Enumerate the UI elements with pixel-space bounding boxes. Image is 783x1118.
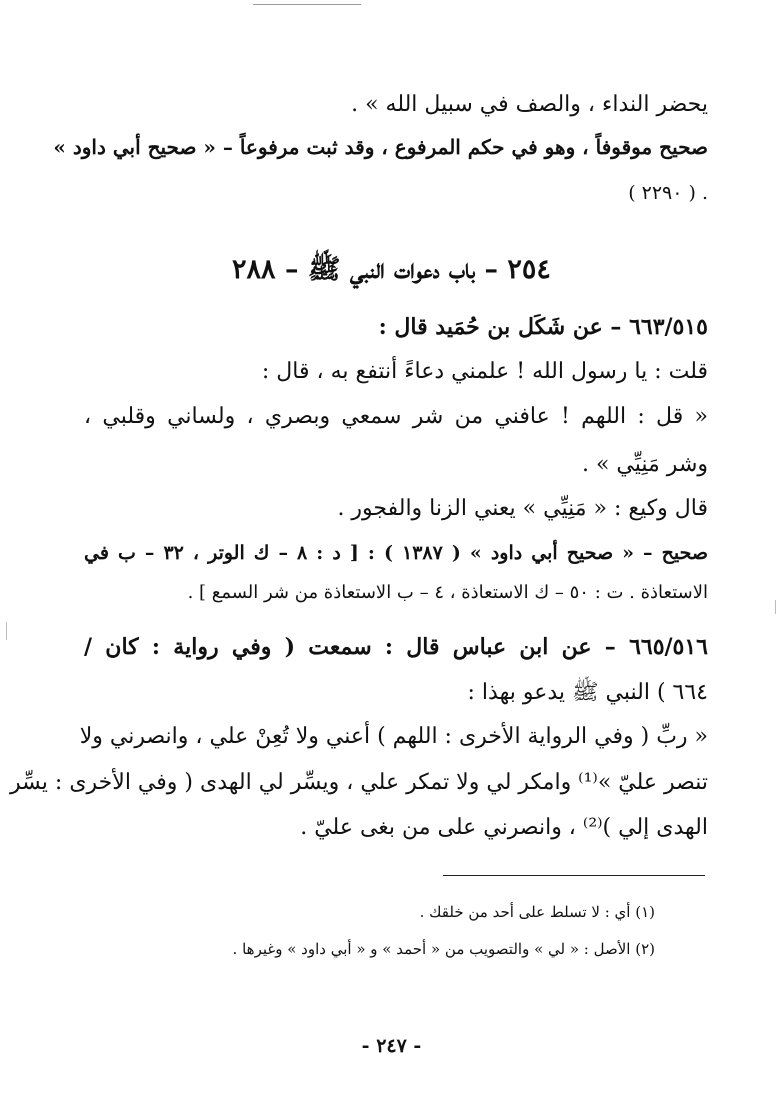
hadith-515-grading: صحيح – « صحيح أبي داود » ( ١٣٨٧ ) : [ د : ٨ – ك الوتر ، ٣٢ – ب في xyxy=(84,542,708,564)
footnote-separator xyxy=(443,875,705,876)
scan-line-top xyxy=(253,4,361,5)
footnote-1: (١) أي : لا تسلط على أحد من خلقك . xyxy=(419,903,655,921)
footnote-2: (٢) الأصل : « لي » والتصويب من « أحمد » و « أبي داود » وغيرها . xyxy=(232,940,655,958)
hadith-515-header: ٦٦٣/٥١٥ – عن شَكَل بن حُمَيد قال : xyxy=(378,314,708,340)
hadith-516-line-3: « ربِّ ( وفي الرواية الأخرى : اللهم ) أعني ولا تُعِنْ علي ، وانصرني ولا xyxy=(79,724,708,749)
hadith-515-line-3: « قل : اللهم ! عافني من شر سمعي وبصري ، ولساني وقلبي ، xyxy=(84,404,708,429)
hadith-515-line-5: قال وكيع : « مَنِيِّي » يعني الزنا والفجور . xyxy=(337,496,708,521)
grading-ref-line: . ( ٢٢٩٠ ) xyxy=(628,182,708,204)
section-heading: ٢٥٤ – باب دعوات النبي ﷺ – ٢٨٨ xyxy=(232,254,551,285)
hadith-515-line-2: قلت : يا رسول الله ! علمني دعاءً أنتفع به ، قال : xyxy=(261,359,708,384)
text-line-1: يحضر النداء ، والصف في سبيل الله » . xyxy=(351,92,708,117)
grading-line: صحيح موقوفاً ، وهو في حكم المرفوع ، وقد ثبت مرفوعاً – « صحيح أبي داود » xyxy=(53,135,708,159)
hadith-515-reference: الاستعاذة . ت : ٥٠ – ك الاستعاذة ، ٤ – ب الاستعاذة من شر السمع ] . xyxy=(187,582,708,603)
hadith-516-line-4: تنصر عليّ »⁽¹⁾ وامكر لي ولا تمكر علي ، ويسِّر لي الهدى ( وفي الأخرى : يسِّر xyxy=(10,770,708,795)
hadith-515-line-4: وشر مَنِيِّي » . xyxy=(581,452,708,477)
scan-edge-mark-right xyxy=(775,600,776,614)
hadith-516-header: ٦٦٥/٥١٦ – عن ابن عباس قال : سمعت ( وفي رواية : كان / xyxy=(84,634,708,660)
page-number: - ٢٤٧ - xyxy=(361,1035,422,1057)
hadith-516-line-2: ٦٦٤ ) النبي ﷺ يدعو بهذا : xyxy=(467,680,708,705)
scan-edge-mark-left xyxy=(6,622,7,640)
hadith-516-line-5: الهدى إلي )⁽²⁾ ، وانصرني على من بغى عليّ . xyxy=(300,815,708,840)
